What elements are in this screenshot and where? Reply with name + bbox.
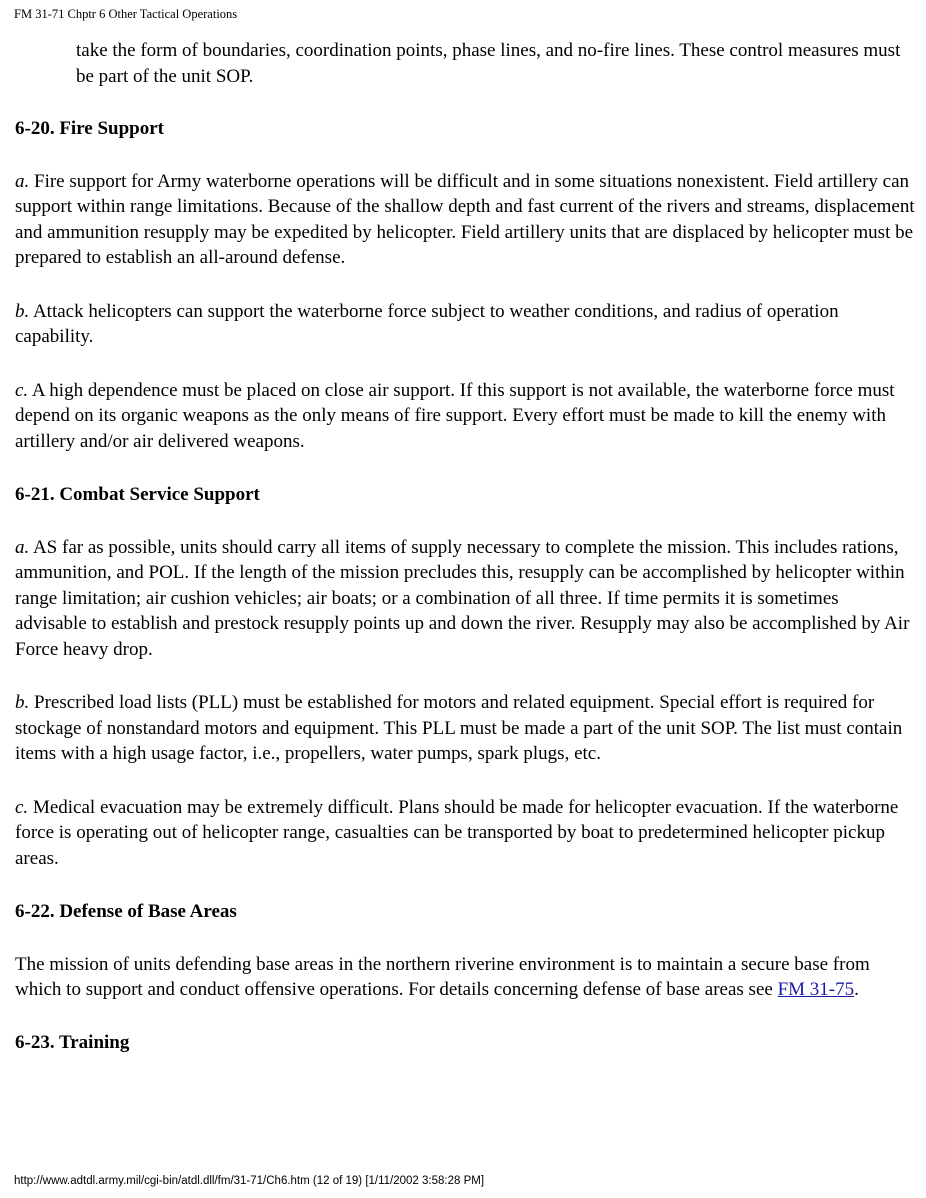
para-letter: a. bbox=[15, 170, 30, 192]
page-header: FM 31-71 Chptr 6 Other Tactical Operations bbox=[14, 7, 238, 21]
para-letter: a. bbox=[15, 536, 30, 558]
fire-support-para-a bbox=[15, 169, 915, 271]
para-text: Medical evacuation may be extremely difficult. Plans should be made for helicopter evacuation. If the waterborne force is operating out of helicopter range, casualties can be transported by boat to predetermined helicopter pickup areas. bbox=[15, 796, 899, 869]
para-text: Prescribed load lists (PLL) must be established for motors and related equipment. Special effort is required for stockage of nonstandard motors and equipment. This PLL must be made a part of the unit SOP. The list must contain items with a high usage factor, i.e., propellers, water pumps, spark plugs, etc. bbox=[15, 692, 903, 764]
heading-fire-support: 6-20. Fire Support bbox=[15, 118, 165, 139]
para-text: Fire support for Army waterborne operations will be difficult and in some situations nonexistent. Field artillery can support within range limitations. Because of the shallow depth and fast current of the rivers and streams, displacement and ammunition resupply may be expedited by helicopter. Field artillery units that are displaced by helicopter must be prepared to establish an all-around defense. bbox=[15, 170, 915, 268]
para-text: AS far as possible, units should carry all items of supply necessary to complete the mission. This includes rations, ammunition, and POL. If the length of the mission precludes this, resupply can be accomplished by helicopter within range limitation; air cushion vehicles; air boats; or a combination of all three. If time permits it is sometimes advisable to establish and prestock resupply points up and down the river. Resupply may also be accomplished by Air Force heavy drop. bbox=[15, 536, 910, 660]
page-footer-source: http://www.adtdl.army.mil/cgi-bin/atdl.dll/fm/31-71/Ch6.htm (12 of 19) [1/11/2002 3:58:28 PM] bbox=[14, 1175, 485, 1187]
para-letter: c. bbox=[15, 379, 29, 401]
para-letter: b. bbox=[15, 300, 30, 322]
para-letter: b. bbox=[15, 692, 30, 713]
defense-paragraph bbox=[15, 952, 915, 1003]
intro-continuation: take the form of boundaries, coordination points, phase lines, and no-fire lines. These control measures must be part of the unit SOP. bbox=[76, 40, 901, 87]
css-para-c bbox=[15, 795, 915, 872]
css-para-b bbox=[15, 690, 915, 767]
fire-support-para-b bbox=[15, 299, 915, 350]
heading-defense-of-base-areas: 6-22. Defense of Base Areas bbox=[15, 901, 237, 922]
para-text-end: . bbox=[854, 979, 859, 1000]
para-text: The mission of units defending base areas in the northern riverine environment is to maintain a secure base from which to support and conduct offensive operations. For details concerning defense of base areas see bbox=[15, 953, 870, 1000]
fire-support-para-c bbox=[15, 378, 915, 455]
heading-training: 6-23. Training bbox=[15, 1031, 130, 1053]
heading-combat-service-support: 6-21. Combat Service Support bbox=[15, 484, 260, 505]
fm-31-75-link[interactable]: FM 31-75 bbox=[777, 979, 855, 1000]
css-para-a bbox=[15, 535, 915, 663]
para-letter: c. bbox=[15, 796, 29, 818]
para-text: A high dependence must be placed on close air support. If this support is not available, the waterborne force must depend on its organic weapons as the only means of fire support. Every effort must be made to kill the enemy with artillery and/or air delivered weapons. bbox=[15, 379, 895, 452]
document-body bbox=[15, 38, 915, 1055]
para-text: Attack helicopters can support the waterborne force subject to weather conditions, and radius of operation capability. bbox=[15, 300, 839, 347]
